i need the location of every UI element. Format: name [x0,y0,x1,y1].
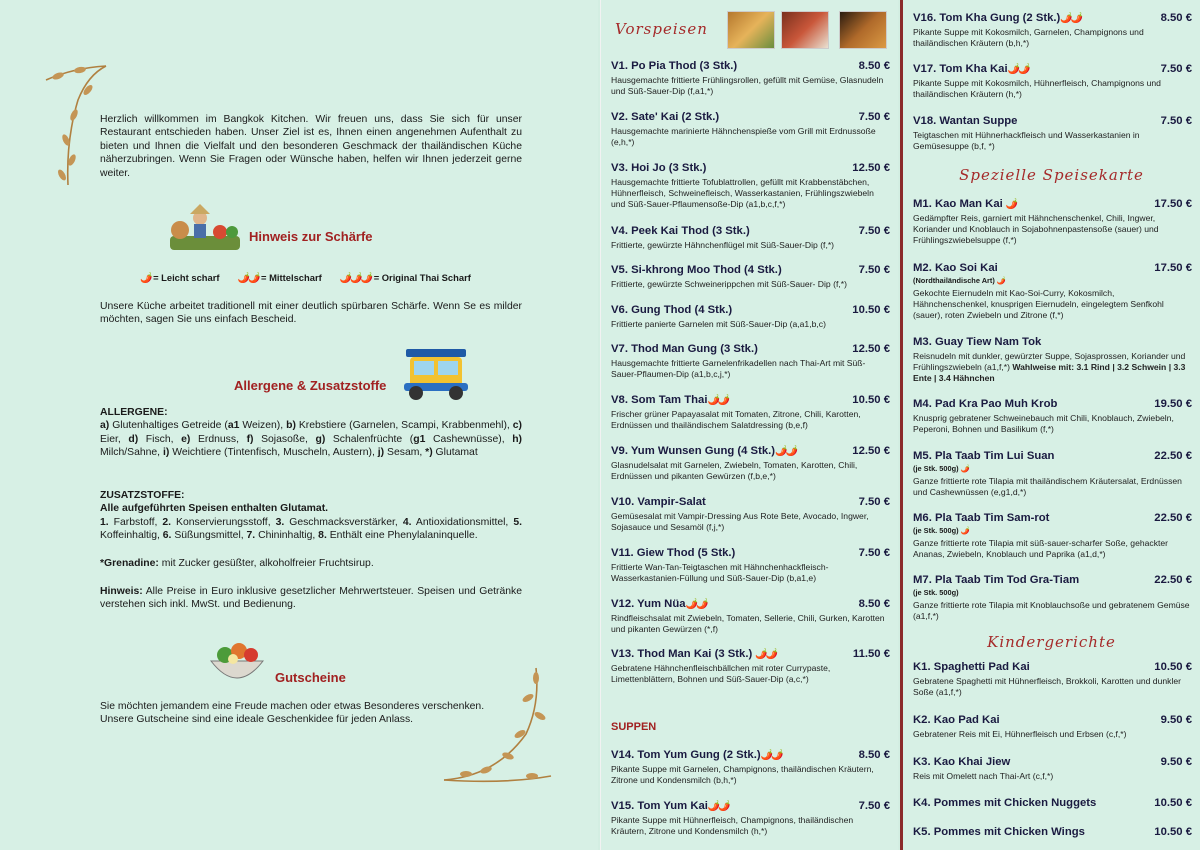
menu-item-name: V18. Wantan Suppe [913,115,1018,127]
menu-item-price: 11.50 € [852,648,890,660]
menu-item-price: 22.50 € [1154,512,1192,524]
menu-item-desc: Gemüsesalat mit Vampir-Dressing Aus Rote Bete, Avocado, Ingwer, Sojasauce und Sesamöl (f,j,*) [611,511,869,532]
chili-icon: 🌶️ [237,273,248,284]
list-text: Enthält eine Phenylalaninquelle. [326,530,478,542]
list-key: 3. [275,516,285,528]
menu-item-desc: Gedämpfter Reis, garniert mit Hähnchenschenkel, Chili, Ingwer, Koriander und Knoblauch in Sojabohnenpastensoße (sauer) und Frühlingszwiebelsuppe (f,*) [913,213,1159,245]
menu-item-price: 7.50 € [1160,115,1192,127]
spice-text: Unsere Küche arbeitet traditionell mit einer deutlich spürbaren Schärfe. Wenn Se es milder möchten, sagen Sie uns einfach Bescheid. [100,301,522,326]
menu-item [611,648,890,685]
menu-item-name: V12. Yum Nüa🌶️🌶️ [611,598,707,610]
menu-item [611,264,890,290]
menu-item [611,225,890,251]
menu-item [913,826,1192,838]
menu-item-name: V2. Sate' Kai (2 Stk.) [611,111,720,123]
menu-item-row [913,63,1192,75]
menu-item-desc: Frittierte, gewürzte Hähnchenflügel mit Süß-Sauer-Dip (f,*) [611,240,835,250]
menu-item [611,111,890,148]
list-key: 7. [246,530,256,542]
list-text: Fisch, [138,433,182,445]
menu-item-price: 8.50 € [858,749,890,761]
zusatz-list [100,516,522,543]
menu-item-price: 7.50 € [858,264,890,276]
list-key: 4. [402,516,412,528]
menu-item-row [913,574,1192,586]
list-text: Farbstoff, [108,516,163,528]
menu-item-desc: Pikante Suppe mit Kokosmilch, Hühnerfleisch, Champignons und thailändischen Kräutern (h,*) [913,78,1161,99]
menu-item-desc: Rindfleischsalat mit Zwiebeln, Tomaten, Sellerie, Chili, Gurken, Karotten und pikanten Gewürzen (*,f) [611,613,885,634]
menu-item-price: 9.50 € [1160,714,1192,726]
menu-item [913,198,1192,246]
list-text: Sojasoße, [253,433,316,445]
spice-mild: 🌶️ = Leicht scharf [140,272,220,284]
spice-hot: 🌶️🌶️🌶️ = Original Thai Scharf [339,272,471,284]
menu-item [913,661,1192,698]
menu-item-desc: Ganze frittierte rote Tilapia mit thailändischem Kräutersalat, Erdnüssen und Cashewnüssen (e,g1,d,*) [913,476,1182,497]
menu-item-name: V16. Tom Kha Gung (2 Stk.)🌶️🌶️ [913,12,1082,24]
menu-item-row [611,264,890,276]
chili-icon: 🌶️ [247,273,259,284]
menu-item-name: K4. Pommes mit Chicken Nuggets [913,797,1097,809]
allergene-list [100,419,522,459]
food-bowl-icon [205,637,269,689]
list-key: 8. [318,530,327,542]
menu-item-price: 8.50 € [858,598,890,610]
menu-item-desc: Frischer grüner Papayasalat mit Tomaten, Zitrone, Chili, Karotten, Erdnüssen und thailändischem Salatdressing (b,e,f) [611,409,861,430]
list-key: 1. [100,516,109,528]
menu-item-row [913,797,1192,809]
zusatz-sub: Alle aufgeführten Speisen enthalten Glutamat. [100,503,329,515]
menu-item-name: V11. Giew Thod (5 Stk.) [611,547,736,559]
menu-item-name: V8. Som Tam Thai🌶️🌶️ [611,394,729,406]
list-text: Chininhaltig, [255,530,319,542]
menu-item-price: 10.50 € [1154,797,1192,809]
chili-icon: 🌶️🌶️ [760,750,782,761]
menu-item-price: 10.50 € [1154,826,1192,838]
menu-item-price: 12.50 € [852,162,890,174]
menu-item-name: M4. Pad Kra Pao Muh Krob [913,398,1058,410]
menu-item [913,262,1192,321]
menu-item-row [913,826,1192,838]
menu-item-row [913,398,1192,410]
menu-item-price: 7.50 € [858,496,890,508]
menu-item-row [611,445,890,457]
vouchers-title: Gutscheine [275,670,346,685]
menu-item-row [913,336,1192,348]
spice-medium: 🌶️🌶️ = Mittelscharf [237,272,322,284]
menu-item [611,304,890,330]
menu-item-price: 7.50 € [858,225,890,237]
list-key: c) [512,420,522,432]
list-text: Cashewnüsse), [425,433,513,445]
menu-item-desc: Gebratene Spaghetti mit Hühnerfleisch, Brokkoli, Karotten und dunkler Soße (a1,f,*) [913,676,1181,697]
allergens-block [100,406,522,460]
menu-item [913,797,1192,809]
menu-item-row [611,162,890,174]
list-key: h) [512,433,523,445]
vine-ornament-icon [38,60,108,190]
menu-item-name: K1. Spaghetti Pad Kai [913,661,1030,673]
menu-item-row [913,661,1192,673]
chili-icon: 🌶️🌶️ [775,446,796,457]
menu-item-price: 7.50 € [858,111,890,123]
menu-item-price: 7.50 € [858,800,890,812]
list-key: b) [286,420,296,432]
list-key: 2. [162,516,172,528]
list-key: f) [246,433,254,445]
list-key: 6. [162,530,172,542]
menu-item-desc: Ganze frittierte rote Tilapia mit süß-sauer-scharfer Soße, gehackter Ananas, Zwiebeln, Knoblauch und Paprika (a1,d,*) [913,538,1169,559]
menu-item-row [611,749,890,761]
menu-item-price: 17.50 € [1154,262,1192,274]
menu-item [611,598,890,635]
menu-item-name: M6. Pla Taab Tim Sam-rot [913,512,1050,524]
menu-item-name: V5. Si-khrong Moo Thod (4 Stk.) [611,264,782,276]
list-key: *) [425,447,433,459]
menu-item-name: M2. Kao Soi Kai [913,262,998,274]
chili-icon: 🌶️ [140,273,151,284]
menu-item-price: 10.50 € [1154,661,1192,673]
menu-item-desc: Frittierte Wan-Tan-Teigtaschen mit Hähnchenhackfleisch-Wasserkastanien-Füllung und Süß-Sauer-Dip (b,a1,e) [611,562,829,583]
menu-item-name: M1. Kao Man Kai 🌶️ [913,198,1017,210]
chili-icon: 🌶️🌶️ [707,395,729,406]
chili-icon: 🌶️ [1005,199,1017,210]
menu-item-row [611,111,890,123]
menu-item-row [913,12,1192,24]
menu-item-row [913,450,1192,462]
list-text: Süßungsmittel, [171,530,247,542]
menu-item-row [611,343,890,355]
allergene-heading: ALLERGENE: [100,407,168,418]
menu-item-name: K5. Pommes mit Chicken Wings [913,826,1085,838]
menu-item-price: 12.50 € [852,445,890,457]
menu-item-name: K3. Kao Khai Jiew [913,756,1011,768]
menu-item [913,714,1192,740]
list-text: Erdnuss, [190,433,247,445]
vine-ornament-icon [436,664,556,794]
list-text: Weizen), [239,420,287,432]
menu-item-name: V6. Gung Thod (4 Stk.) [611,304,733,316]
menu-item-row [611,547,890,559]
menu-item-desc: Pikante Suppe mit Garnelen, Champignons, thailändischen Kräutern, Zitrone und Kondensmilch (b,h,*) [611,764,874,785]
list-key: d) [128,433,139,445]
menu-item [611,60,890,97]
spring-rolls-photo [727,11,775,49]
zusatz-heading: ZUSATZSTOFFE: [100,490,185,501]
list-text: Krebstiere (Garnelen, Scampi, Krabbenmehl), [295,420,513,432]
menu-item-desc: Knusprig gebratener Schweinebauch mit Chili, Knoblauch, Zwiebeln, Peperoni, Bohnen und Basilikum (f,*) [913,413,1174,434]
list-text: Schalenfrüchte ( [325,433,414,445]
list-text: Sesam, [384,447,426,459]
list-text: Geschmacksverstärker, [284,516,403,528]
list-key: a1 [227,420,240,432]
menu-item-name: V7. Thod Man Gung (3 Stk.) [611,343,758,355]
menu-item-name: V4. Peek Kai Thod (3 Stk.) [611,225,750,237]
menu-item-note: (je Stk. 500g) 🌶️ [913,464,970,473]
list-key: 5. [513,516,522,528]
menu-item-name: V13. Thod Man Kai (3 Stk.) 🌶️🌶️ [611,648,777,660]
menu-item [611,343,890,380]
menu-item-option: Wahlweise mit: 3.1 Rind | 3.2 Schwein | 3.3 Ente | 3.4 Hähnchen [913,362,1186,383]
list-text: Eier, [100,433,129,445]
menu-item-row [913,512,1192,524]
list-text: Glutenhaltiges Getreide ( [109,420,228,432]
spice-title: Hinweis zur Schärfe [249,229,373,244]
additives-block [100,489,522,543]
menu-item-desc: Teigtaschen mit Hühnerhackfleisch und Wasserkastanien in Gemüsesuppe (b,f, *) [913,130,1140,151]
list-text: Koffeinhaltig, [100,530,163,542]
allergens-title: Allergene & Zusatzstoffe [234,378,387,393]
menu-item [913,12,1192,49]
list-text: Antioxidationsmittel, [411,516,514,528]
menu-item-price: 22.50 € [1154,574,1192,586]
menu-item [611,800,890,837]
menu-item-name: V15. Tom Yum Kai🌶️🌶️ [611,800,729,812]
menu-item-name: V17. Tom Kha Kai🌶️🌶️ [913,63,1029,75]
menu-item-desc: Gebratene Hähnchenfleischbällchen mit roter Currypaste, Limettenblättern, Bohnen und Süß-Sauer-Dip (a,c,*) [611,663,831,684]
menu-item-name: K2. Kao Pad Kai [913,714,1000,726]
chili-icon: 🌶️🌶️ [1007,64,1029,75]
chili-icon: 🌶️ [360,273,372,284]
menu-item-desc: Pikante Suppe mit Kokosmilch, Garnelen, Champignons und thailändischen Kräutern (b,h,*) [913,27,1144,48]
menu-item-note: (Nordthailändische Art) 🌶️ [913,276,1007,285]
menu-item-name: V3. Hoi Jo (3 Stk.) [611,162,707,174]
menu-item-row [611,60,890,72]
menu-item-row [913,756,1192,768]
starters-panel [600,0,898,850]
chili-icon: 🌶️ [350,273,361,284]
menu-item-desc: Frittierte, gewürzte Schweinerippchen mit Süß-Sauer- Dip (f,*) [611,279,847,289]
list-text: Milch/Sahne, [100,447,163,459]
menu-item-price: 7.50 € [1160,63,1192,75]
menu-item-desc: Hausgemachte frittierte Tofublattrollen, gefüllt mit Krabbenstäbchen, Hühnerfleisch, Schweinefleisch, Wasserkastanien, Frühlingszwiebeln und Süß-Sauer-Pflaumensoße-Dip (a1,b,c,f,*) [611,177,874,209]
menu-item-price: 19.50 € [1154,398,1192,410]
menu-item-price: 17.50 € [1154,198,1192,210]
menu-item-desc: Reis mit Omelett nach Thai-Art (c,f,*) [913,771,1054,781]
special-title: Spezielle Speisekarte [959,166,1144,184]
chili-icon: 🌶️🌶️ [707,801,729,812]
menu-item [913,512,1192,560]
menu-item-row [611,648,890,660]
menu-item-row [611,800,890,812]
menu-item-desc: Ganze frittierte rote Tilapia mit Knoblauchsoße und gebratenem Gemüse (a1,f,*) [913,600,1190,621]
menu-item-price: 12.50 € [852,343,890,355]
menu-item-row [913,115,1192,127]
menu-item [913,450,1192,498]
menu-item [611,445,890,482]
list-key: e) [181,433,191,445]
menu-item-price: 7.50 € [858,547,890,559]
price-hint: Hinweis: Alle Preise in Euro inklusive gesetzlicher Mehrwertsteuer. Speisen und Getränke verstehen sich inkl. MwSt. und Bedienung. [100,586,522,611]
menu-item [913,756,1192,782]
kids-title: Kindergerichte [987,633,1116,651]
tuk-tuk-icon [400,345,472,403]
menu-item-desc: Hausgemachte frittierte Garnelenfrikadellen nach Thai-Art mit Süß-Sauer-Pflaumen-Dip (a1,b,c,j,*) [611,358,866,379]
list-key: j) [377,447,385,459]
street-vendor-icon [166,202,244,254]
menu-item [913,574,1192,622]
menu-item-row [611,598,890,610]
menu-item-desc: Gekochte Eiernudeln mit Kao-Soi-Curry, Kokosmilch, Hähnchenschenkel, knusprigen Eiernudeln, eingelegtem Senfkohl (sauer), roten Zwiebeln und Zitrone (f,*) [913,288,1164,320]
menu-item [913,398,1192,435]
chili-icon: 🌶️🌶️ [1060,13,1082,24]
menu-item-price: 10.50 € [852,304,890,316]
menu-item-price: 22.50 € [1154,450,1192,462]
menu-item-price: 8.50 € [858,60,890,72]
menu-item-note: (je Stk. 500g) 🌶️ [913,526,970,535]
menu-item [611,394,890,431]
menu-item-row [913,262,1192,274]
vouchers-text: Sie möchten jemandem eine Freude machen oder etwas Besonderes verschenken. Unsere Gutscheine sind eine ideale Geschenkidee für jeden Anlass. [100,701,485,726]
menu-item-name: V1. Po Pia Thod (3 Stk.) [611,60,738,72]
menu-item-name: M5. Pla Taab Tim Lui Suan [913,450,1055,462]
menu-item-price: 9.50 € [1160,756,1192,768]
menu-item-desc: Hausgemachte marinierte Hähnchenspieße vom Grill mit Erdnussoße (e,h,*) [611,126,876,147]
menu-item-desc: Glasnudelsalat mit Garnelen, Zwiebeln, Tomaten, Karotten, Chili, Erdnüssen und pikanten Gewürzen (f,b,e,*) [611,460,858,481]
menu-item [913,336,1192,384]
menu-item-name: M3. Guay Tiew Nam Tok [913,336,1042,348]
menu-item-desc: Reisnudeln mit dunkler, gewürzter Suppe, Sojasprossen, Koriander und Frühlingszwiebeln (a1,f,*) Wahlweise mit: 3.1 Rind | 3.2 Schwein | 3.3 Ente | 3.4 Hähnchen [913,351,1186,383]
menu-item-row [611,496,890,508]
menu-item-name: V10. Vampir-Salat [611,496,706,508]
menu-item-desc: Frittierte panierte Garnelen mit Süß-Sauer-Dip (a,a1,b,c) [611,319,826,329]
menu-item-row [611,225,890,237]
menu-item-name: M7. Pla Taab Tim Tod Gra-Tiam [913,574,1080,586]
menu-item-price: 8.50 € [1160,12,1192,24]
salad-photo [781,11,829,49]
starters-title: Vorspeisen [615,20,708,38]
menu-item-row [913,714,1192,726]
chili-icon: 🌶️🌶️ [685,599,707,610]
chili-icon: 🌶️ [339,273,351,284]
specials-panel [900,0,1200,850]
menu-item-row [611,394,890,406]
list-text: Weichtiere (Tintenfisch, Muscheln, Austern), [169,447,378,459]
wings-photo [839,11,887,49]
menu-item-price: 10.50 € [852,394,890,406]
menu-item-desc: Hausgemachte frittierte Frühlingsrollen, gefüllt mit Gemüse, Glasnudeln und Süß-Sauer-Dip (f,a1,*) [611,75,884,96]
list-key: g) [315,433,326,445]
list-key: i) [162,447,170,459]
menu-item [913,115,1192,152]
list-text: Konservierungsstoff, [171,516,276,528]
chili-icon: 🌶️🌶️ [755,649,777,660]
menu-item [611,162,890,210]
menu-item-name: V9. Yum Wunsen Gung (4 Stk.)🌶️🌶️ [611,445,796,457]
menu-item-note: (je Stk. 500g) [913,588,959,597]
list-key: g1 [413,433,426,445]
menu-item [611,749,890,786]
intro-panel [0,0,598,850]
menu-item-desc: Pikante Suppe mit Hühnerfleisch, Champignons, thailändischen Kräutern, Zitrone und Kondensmilch (h,*) [611,815,854,836]
list-key: a) [100,420,110,432]
menu-item-row [913,198,1192,210]
grenadine-note: *Grenadine: mit Zucker gesüßter, alkoholfreier Fruchtsirup. [100,558,374,569]
menu-item-row [611,304,890,316]
list-text: Glutamat [432,447,478,459]
menu-item-name: V14. Tom Yum Gung (2 Stk.)🌶️🌶️ [611,749,782,761]
menu-item [611,547,890,584]
menu-item-desc: Gebratener Reis mit Ei, Hühnerfleisch und Erbsen (c,f,*) [913,729,1127,739]
menu-item [611,496,890,533]
welcome-text: Herzlich willkommen im Bangkok Kitchen. Wir freuen uns, dass Sie sich für unser Restaurant entschieden haben. Unser Ziel ist es, Ihnen einen angenehmen Aufenthalt zu bieten und Ihnen die Vielfalt und den besonderen Geschmack der thailändischen Küche näherzubringen. Wenn Sie Fragen oder Wünsche haben, helfen wir Ihnen jederzeit gerne weiter. [100,114,522,179]
soups-title: SUPPEN [611,721,657,733]
spice-legend [140,272,471,284]
menu-item [913,63,1192,100]
